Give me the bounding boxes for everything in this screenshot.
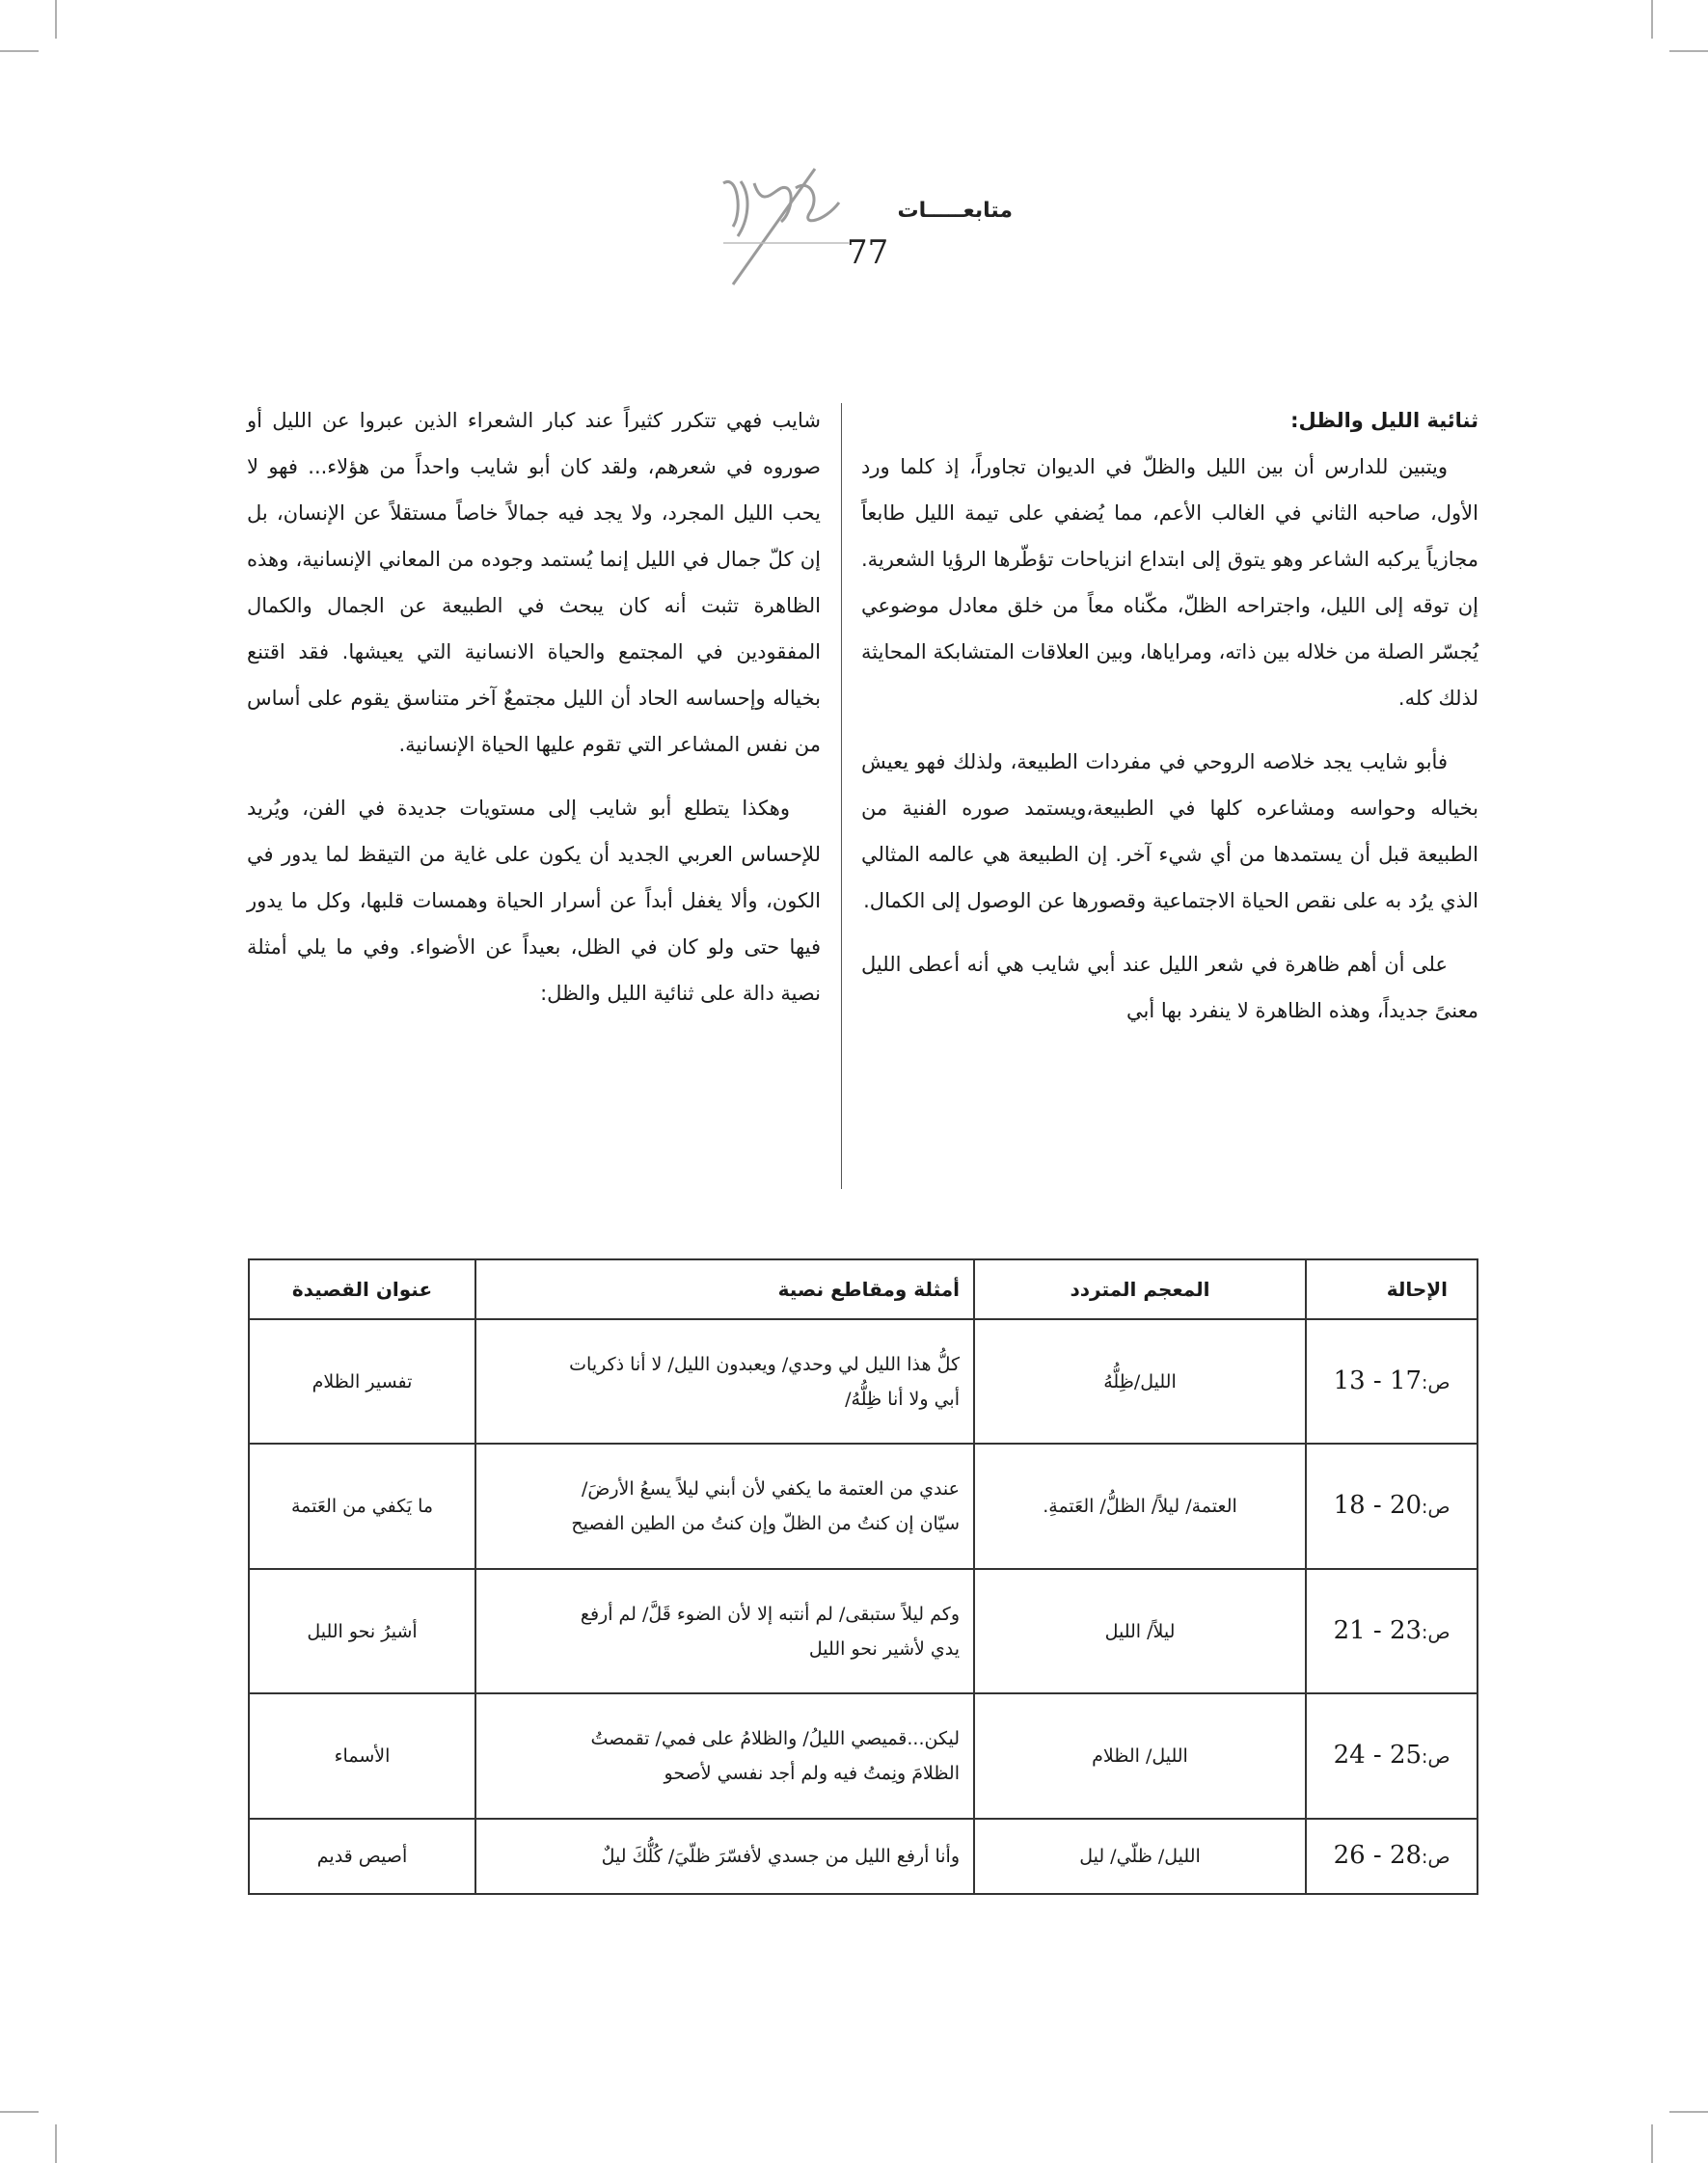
example-line: ليكن...قميصي الليلُ/ والظلامُ على فمي/ تقمصتُ (590, 1727, 960, 1749)
poem-title-cell: أشيرُ نحو الليل (249, 1569, 475, 1693)
ref-prefix: ص: (1422, 1371, 1450, 1393)
table-row (249, 1444, 1478, 1568)
page-header (704, 154, 1022, 289)
table-row (249, 1693, 1478, 1818)
table-row (249, 1569, 1478, 1693)
reference-table (248, 1258, 1478, 1895)
crop-mark (1651, 0, 1653, 39)
crop-mark (55, 0, 57, 39)
crop-mark (0, 2111, 39, 2113)
paragraph: وهكذا يتطلع أبو شايب إلى مستويات جديدة في الفن، ويُريد للإحساس العربي الجديد أن يكون على غاية من التيقظ لما يدور في الكون، وألا يغفل أبداً عن أسرار الحياة وهمسات قلبها، وكل ما يدور فيها حتى ولو كان في الظل، بعيداً عن الأضواء. وفي ما يلي أمثلة نصية دالة على ثنائية الليل والظل: (247, 797, 821, 1005)
reference-cell (1306, 1569, 1478, 1693)
ref-prefix: ص: (1422, 1745, 1450, 1768)
ref-prefix: ص: (1422, 1497, 1450, 1519)
header-examples: أمثلة ومقاطع نصية (475, 1259, 974, 1319)
crop-mark (0, 50, 39, 52)
magazine-logo-icon (704, 154, 868, 289)
example-line: عندي من العتمة ما يكفي لأن أبني ليلاً يسعُ الأرضَ/ (581, 1478, 960, 1501)
header-reference: الإحالة (1306, 1259, 1478, 1319)
reference-cell (1306, 1693, 1478, 1818)
example-line: وكم ليلاً ستبقى/ لم أنتبه إلا لأن الضوء قَلَّ/ لم أرفع (580, 1603, 960, 1625)
paragraph: شايب فهي تتكرر كثيراً عند كبار الشعراء الذين عبروا عن الليل أو صوروه في شعرهم، ولقد كان أبو شايب واحداً من هؤلاء... فهو لا يحب الليل المجرد، ولا يجد فيه جمالاً خاصاً مستقلاً عن الإنسان، بل إن كلّ جمال في الليل إنما يُستمد وجوده من المعاني الإنسانية، وهذه الظاهرة تثبت أنه كان يبحث في الطبيعة عن الجمال والكمال المفقودين في المجتمع والحياة الانسانية التي يعيشها. فقد اقتنع بخياله وإحساسه الحاد أن الليل مجتمعٌ آخر متناسق يقوم على أساس من نفس المشاعر التي تقوم عليها الحياة الإنسانية. (247, 409, 821, 756)
ref-prefix: ص: (1422, 1846, 1450, 1868)
article-column-left (247, 397, 821, 1034)
header-poem-title: عنوان القصيدة (249, 1259, 475, 1319)
table-header-row (249, 1259, 1478, 1319)
ref-pages: 18 - 20 (1333, 1491, 1423, 1521)
ref-pages: 26 - 28 (1333, 1840, 1423, 1870)
ref-prefix: ص: (1422, 1621, 1450, 1643)
lexicon-cell: الليل/ظِلُّهُ (974, 1319, 1306, 1444)
reference-cell (1306, 1319, 1478, 1444)
ref-pages: 21 - 23 (1333, 1615, 1423, 1645)
paragraph: فأبو شايب يجد خلاصه الروحي في مفردات الطبيعة، ولذلك فهو يعيش بخياله وحواسه ومشاعره كلها في الطبيعة،ويستمد صوره الفنية من الطبيعة قبل أن يستمدها من أي شيء آخر. إن الطبيعة هي عالمه المثالي الذي يرُد به على نقص الحياة الاجتماعية وقصورها عن الوصول إلى الكمال. (861, 750, 1478, 912)
table-row (249, 1819, 1478, 1894)
section-name: متابعـــــات (897, 199, 1013, 223)
example-line: أبي ولا أنا ظِلُّهُ/ (845, 1388, 960, 1410)
poem-title-cell: الأسماء (249, 1693, 475, 1818)
example-line: كلُّ هذا الليل لي وحدي/ ويعبدون الليل/ لا أنا ذكريات (569, 1353, 960, 1375)
reference-cell (1306, 1444, 1478, 1568)
lexicon-cell: ليلاً/ الليل (974, 1569, 1306, 1693)
section-heading: ثنائية الليل والظل: (1290, 409, 1478, 432)
examples-cell (475, 1319, 974, 1444)
lexicon-cell: العتمة/ ليلاً/ الظلُّ/ العَتمةِ. (974, 1444, 1306, 1568)
ref-pages: 13 - 17 (1333, 1365, 1423, 1395)
paragraph: على أن أهم ظاهرة في شعر الليل عند أبي شايب هي أنه أعطى الليل معنىً جديداً، وهذه الظاهرة لا ينفرد بها أبي (861, 953, 1478, 1022)
article-column-right (861, 397, 1478, 1051)
examples-cell (475, 1569, 974, 1693)
column-divider (841, 403, 842, 1189)
examples-cell (475, 1819, 974, 1894)
crop-mark (1669, 2111, 1708, 2113)
ref-pages: 24 - 25 (1333, 1740, 1423, 1770)
paragraph: ويتبين للدارس أن بين الليل والظلّ في الديوان تجاوراً، إذ كلما ورد الأول، صاحبه الثاني في الغالب الأعم، مما يُضفي على تيمة الليل طابعاً مجازياً يركبه الشاعر وهو يتوق إلى ابتداع انزياحات تؤطّرها الرؤيا الشعرية. إن توقه إلى الليل، واجتراحه الظلّ، مكّناه معاً من خلق معادل موضوعي يُجسّر الصلة من خلاله بين ذاته، ومراياها، وبين العلاقات المتشابكة المحايثة لذلك كله. (861, 455, 1478, 710)
page-number: 77 (847, 233, 889, 272)
poem-title-cell: تفسير الظلام (249, 1319, 475, 1444)
table-row (249, 1319, 1478, 1444)
example-line: سيّان إن كنتُ من الظلّ وإن كنتُ من الطين الفصيح (571, 1513, 960, 1535)
lexicon-cell: الليل/ ظلّي/ ليل (974, 1819, 1306, 1894)
example-line: يدي لأشير نحو الليل (808, 1637, 960, 1660)
poem-title-cell: أصيص قديم (249, 1819, 475, 1894)
examples-cell (475, 1693, 974, 1818)
example-line: وأنا أرفع الليل من جسدي لأفسّرَ ظلّيَ/ كُلُّكَ ليلٌ (601, 1845, 960, 1867)
crop-mark (55, 2124, 57, 2163)
reference-cell (1306, 1819, 1478, 1894)
example-line: الظلامَ ونِمتُ فيه ولم أجد نفسي لأصحو (664, 1762, 960, 1784)
header-lexicon: المعجم المتردد (974, 1259, 1306, 1319)
lexicon-cell: الليل/ الظلام (974, 1693, 1306, 1818)
poem-title-cell: ما يَكفي من العَتمة (249, 1444, 475, 1568)
crop-mark (1669, 50, 1708, 52)
crop-mark (1651, 2124, 1653, 2163)
examples-cell (475, 1444, 974, 1568)
